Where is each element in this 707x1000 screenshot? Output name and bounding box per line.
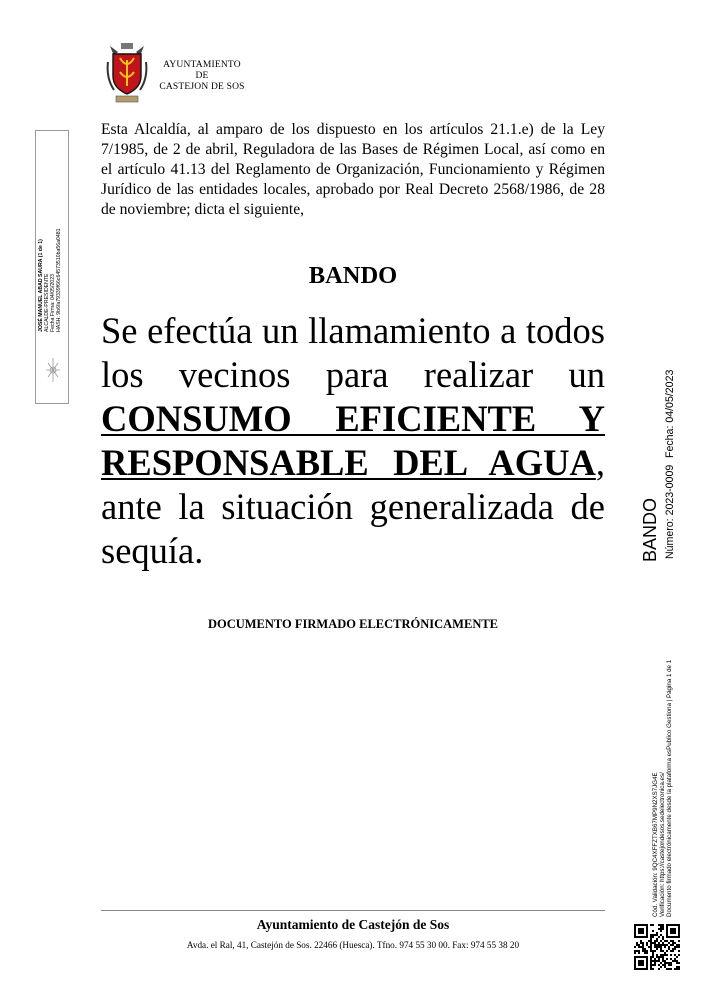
signature-date: Fecha Firma: 04/05/2023	[50, 274, 56, 332]
signer-name: JOSÉ MANUEL ABAD SAURA (1 de 1)	[38, 239, 44, 332]
verification-block	[652, 660, 674, 917]
announcement-text-2: , ante la situación generalizada de sequía.	[101, 442, 605, 571]
announcement-text-1: Se efectúa un llamamiento a todos los vecinos para realizar un	[101, 310, 605, 395]
org-line-1: AYUNTAMIENTO	[163, 60, 241, 70]
signature-details	[38, 228, 62, 332]
announcement-emphasis: CONSUMO EFICIENTE Y RESPONSABLE DEL AGUA	[101, 398, 605, 483]
signature-hash: HASH: 9b6fa79339f66c64573510ba56a0481	[56, 228, 62, 332]
org-line-3: CASTEJON DE SOS	[159, 82, 245, 92]
qr-code-icon	[634, 924, 680, 970]
platform-note: Documento firmado electrónicamente desde la plataforma esPublico Gestiona | Página 1 de 1	[666, 659, 674, 917]
coat-of-arms-icon	[104, 42, 150, 104]
signer-role: ALCALDE-PRESIDENTE	[44, 273, 50, 332]
footer-name: Ayuntamiento de Castejón de Sos	[256, 917, 450, 932]
signature-emblem-icon	[43, 356, 63, 384]
footer-divider	[101, 910, 605, 911]
verification-url[interactable]: Verificación: https://castejondesos.sedelectronica.es/	[659, 772, 667, 917]
side-doc-date: Fecha: 04/05/2023	[664, 369, 676, 458]
side-doc-type: BANDO	[640, 497, 660, 562]
verification-code: Cód. Validación: 9QC4XFFZTXB67MP9N2XS7JG4E	[652, 772, 659, 917]
side-doc-number: Número: 2023-0009	[664, 464, 676, 559]
announcement	[101, 309, 605, 573]
org-name	[156, 60, 248, 93]
document-title: BANDO	[308, 262, 398, 289]
footer-address: Avda. el Ral, 41, Castejón de Sos. 22466 (Huesca). Tfno. 974 55 30 00. Fax: 974 55 38 20	[186, 940, 520, 950]
signed-note: DOCUMENTO FIRMADO ELECTRÓNICAMENTE	[207, 617, 499, 631]
intro-paragraph: Esta Alcaldía, al amparo de los dispuesto en los artículos 21.1.e) de la Ley 7/1985, de 2 de abril, Reguladora de las Bases de Régimen Local, así como en el artículo 41.13 del Reglamento de Organización, Funcionamiento y Régimen Jurídico de las entidades locales, aprobado por Real Decreto 2568/1986, de 28 de noviembre; dicta el siguiente,	[101, 121, 605, 218]
org-line-2: DE	[195, 71, 209, 81]
